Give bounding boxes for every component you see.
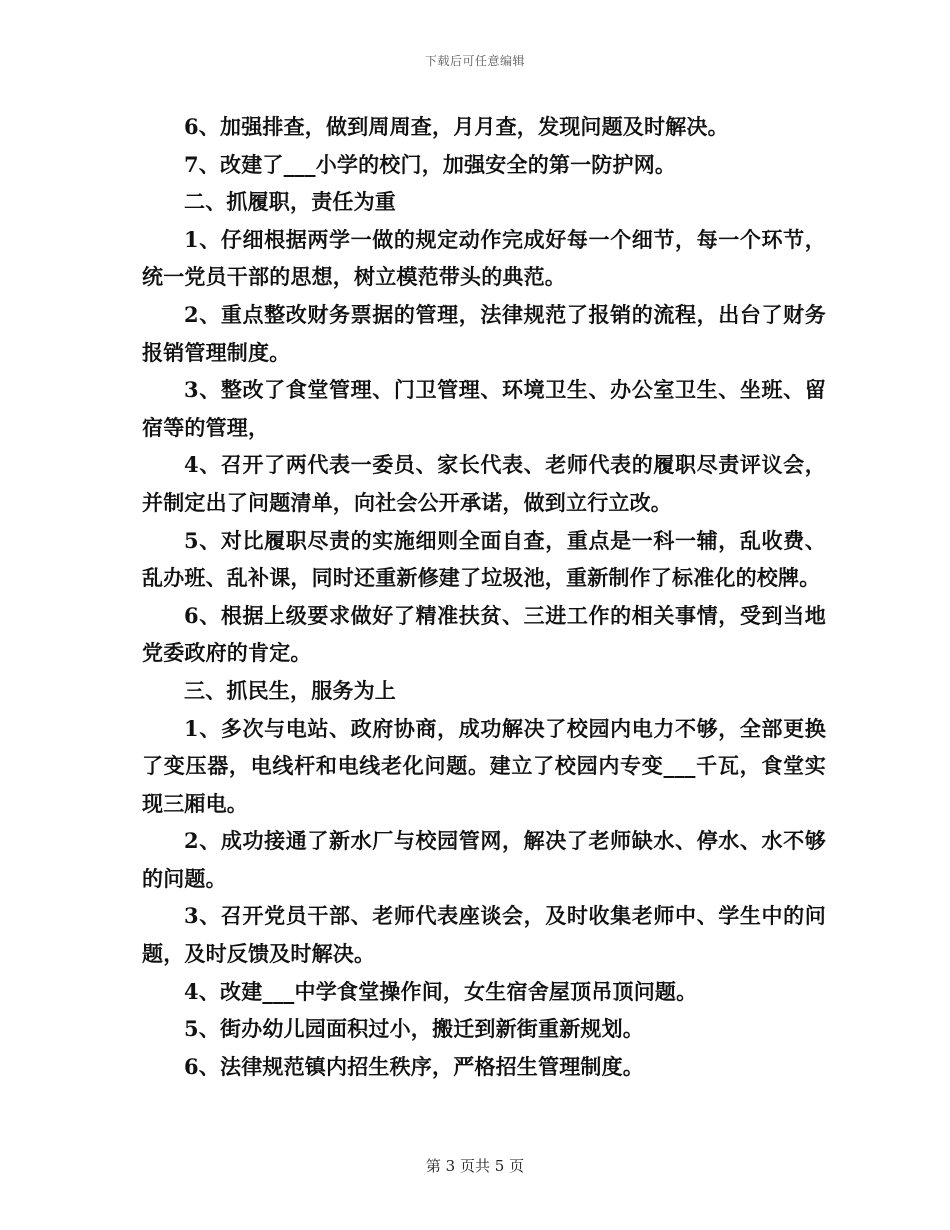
document-body: [142, 108, 826, 1085]
section-heading: 二、抓履职，责任为重: [184, 189, 396, 215]
paragraph-item: 6、根据上级要求做好了精准扶贫、三进工作的相关事情，受到当地党委政府的肯定。: [142, 602, 826, 666]
page-number: 第 3 页共 5 页: [425, 1157, 525, 1175]
paragraph-item: 2、重点整改财务票据的管理，法律规范了报销的流程，出台了财务报销管理制度。: [142, 301, 826, 365]
paragraph-item: 6、法律规范镇内招生秩序，严格招生管理制度。: [184, 1053, 645, 1079]
page-header-note: 下载后可任意编辑: [424, 54, 525, 68]
paragraph-item: 4、改建___中学食堂操作间，女生宿舍屋顶吊顶问题。: [184, 978, 698, 1004]
paragraph-item: 1、多次与电站、政府协商，成功解决了校园内电力不够，全部更换了变压器，电线杆和电线老化问题。建立了校园内专变___千瓦，食堂实现三厢电。: [142, 715, 826, 816]
paragraph-item: 3、整改了食堂管理、门卫管理、环境卫生、办公室卫生、坐班、留宿等的管理，: [142, 377, 826, 440]
paragraph-item: 3、召开党员干部、老师代表座谈会，及时收集老师中、学生中的问题，及时反馈及时解决。: [142, 903, 826, 967]
paragraph-item: 7、改建了___小学的校门，加强安全的第一防护网。: [184, 151, 677, 177]
paragraph-item: 5、对比履职尽责的实施细则全面自查，重点是一科一辅，乱收费、乱办班、乱补课，同时还重新修建了垃圾池，重新制作了标准化的校牌。: [142, 527, 826, 591]
paragraph-item: 4、召开了两代表一委员、家长代表、老师代表的履职尽责评议会，并制定出了问题清单，向社会公开承诺，做到立行立改。: [142, 452, 826, 515]
section-heading: 三、抓民生，服务为上: [184, 677, 396, 703]
paragraph-item: 1、仔细根据两学一做的规定动作完成好每一个细节，每一个环节，统一党员干部的思想，树立模范带头的典范。: [142, 226, 826, 290]
paragraph-item: 5、街办幼儿园面积过小，搬迁到新街重新规划。: [184, 1016, 645, 1042]
paragraph-item: 6、加强排查，做到周周查，月月查，发现问题及时解决。: [184, 114, 729, 139]
paragraph-item: 2、成功接通了新水厂与校园管网，解决了老师缺水、停水、水不够的问题。: [142, 828, 826, 891]
